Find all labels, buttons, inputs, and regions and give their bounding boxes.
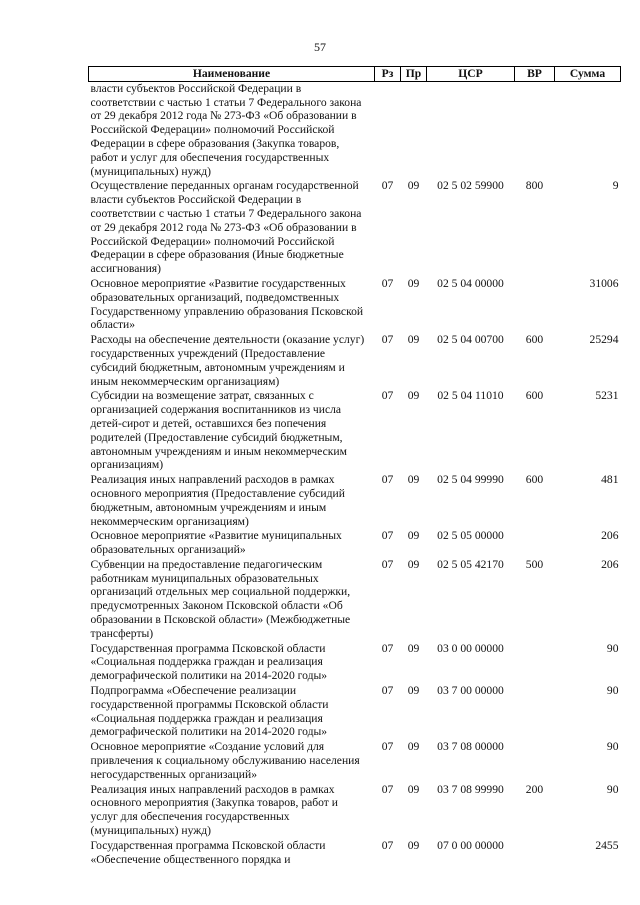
row-rz: 07 [381, 529, 394, 543]
row-pr: 09 [407, 529, 420, 543]
row-sum: 90 [606, 641, 619, 655]
row-csr: 03 0 00 00000 [437, 641, 504, 655]
row-name: Реализация иных направлений расходов в рамках основного мероприятия (Закупка товаров, работ и услуг для обеспечения государственных (муниципальных) нужд) [90, 782, 338, 838]
row-vr: 500 [525, 557, 544, 571]
row-sum: 206 [601, 529, 619, 543]
row-sum: 90 [606, 782, 619, 796]
header-rz: Рз [375, 67, 401, 82]
row-sum: 5231 [595, 389, 619, 403]
table-row [89, 642, 621, 684]
table-header [89, 67, 621, 82]
row-sum: 481 [601, 473, 619, 487]
row-pr: 09 [407, 389, 420, 403]
row-pr: 09 [407, 838, 420, 852]
row-name: Расходы на обеспечение деятельности (оказание услуг) государственных учреждений (Предоставление субсидий бюджетным, автономным учреждениям и иным некоммерческим организациям) [90, 333, 365, 388]
row-name: власти субъектов Российской Федерации в соответствии с частью 1 статьи 7 Федерального закона от 29 декабря 2012 года № 273-ФЗ «Об образовании в Российской Федерации» полномочий Российской Федерации в сфере образования (Закупка товаров, работ и услуг для обеспечения государственных (муниципальных) нужд) [90, 81, 362, 178]
page-number: 57 [314, 40, 326, 54]
row-csr: 02 5 04 00000 [437, 276, 504, 290]
row-name: Основное мероприятие «Создание условий для привлечения к социальному обслуживанию населения негосударственных организаций» [90, 740, 360, 781]
table-row [89, 529, 621, 558]
row-csr: 03 7 08 00000 [437, 740, 504, 754]
table-row [89, 558, 621, 642]
row-rz: 07 [381, 389, 394, 403]
row-sum: 9 [612, 179, 619, 193]
row-rz [375, 81, 401, 179]
row-csr: 02 5 02 59900 [437, 179, 504, 193]
row-name: Основное мероприятие «Развитие государственных образовательных организаций, подведомственных Государственному управлению образования Псковской области» [90, 276, 364, 332]
table-row [89, 389, 621, 473]
row-csr: 02 5 05 00000 [437, 529, 504, 543]
row-vr [515, 839, 555, 868]
row-sum: 2455 [595, 838, 619, 852]
header-sum: Сумма [555, 67, 621, 82]
row-name: Подпрограмма «Обеспечение реализации государственной программы Псковской области «Социальная поддержка граждан и реализация демографической политики на 2014-2020 годы» [90, 684, 329, 739]
table-row [89, 473, 621, 529]
row-vr: 600 [525, 473, 544, 487]
row-rz: 07 [381, 838, 394, 852]
row-csr: 02 5 04 11010 [437, 389, 504, 403]
row-csr: 07 0 00 00000 [437, 838, 504, 852]
row-sum [555, 81, 621, 179]
row-pr: 09 [407, 641, 420, 655]
row-vr: 200 [525, 782, 544, 796]
row-csr: 02 5 05 42170 [437, 557, 504, 571]
row-pr: 09 [407, 782, 420, 796]
row-csr: 02 5 04 99990 [437, 473, 504, 487]
row-sum: 31006 [589, 276, 619, 290]
budget-table [88, 66, 621, 867]
row-sum: 90 [606, 684, 619, 698]
row-name: Основное мероприятие «Развитие муниципальных образовательных организаций» [90, 529, 342, 557]
header-name: Наименование [89, 67, 375, 82]
row-csr [427, 81, 515, 179]
row-name: Осуществление переданных органам государственной власти субъектов Российской Федерации в соответствии с частью 1 статьи 7 Федерального закона от 29 декабря 2012 года № 273-ФЗ «Об образовании в Российской Федерации» полномочий Российской Федерации в сфере образования (Иные бюджетные ассигнования) [90, 179, 362, 276]
row-name: Реализация иных направлений расходов в рамках основного мероприятия (Предоставление субсидий бюджетным, автономным учреждениям и иным некоммерческим организациям) [90, 473, 345, 528]
row-pr: 09 [407, 276, 420, 290]
table-row [89, 740, 621, 782]
row-pr: 09 [407, 473, 420, 487]
row-rz: 07 [381, 740, 394, 754]
row-name: Государственная программа Псковской области «Социальная поддержка граждан и реализация демографической политики на 2014-2020 годы» [90, 641, 328, 683]
row-sum: 90 [606, 740, 619, 754]
table-row [89, 783, 621, 839]
header-csr: ЦСР [427, 67, 515, 82]
row-vr [515, 277, 555, 333]
row-vr: 600 [525, 333, 544, 347]
table-row [89, 179, 621, 277]
row-vr [515, 740, 555, 782]
row-pr: 09 [407, 179, 420, 193]
header-vr: ВР [515, 67, 555, 82]
row-rz: 07 [381, 641, 394, 655]
row-rz: 07 [381, 333, 394, 347]
row-name: Государственная программа Псковской области «Обеспечение общественного порядка и [90, 838, 326, 866]
table-row [89, 684, 621, 740]
row-pr: 09 [407, 333, 420, 347]
row-rz: 07 [381, 276, 394, 290]
row-csr: 02 5 04 00700 [437, 333, 504, 347]
table-row [89, 81, 621, 179]
row-rz: 07 [381, 557, 394, 571]
row-pr: 09 [407, 684, 420, 698]
row-sum: 206 [601, 557, 619, 571]
row-csr: 03 7 08 99990 [437, 782, 504, 796]
row-vr [515, 642, 555, 684]
row-sum: 25294 [589, 333, 619, 347]
row-name: Субсидии на возмещение затрат, связанных с организацией содержания воспитанников из числа детей-сирот и детей, оставшихся без попечения родителей (Предоставление субсидий бюджетным, автономным учреждениям и иным некоммерческим организациям) [90, 389, 347, 472]
row-pr: 09 [407, 557, 420, 571]
row-vr: 800 [525, 179, 544, 193]
row-rz: 07 [381, 684, 394, 698]
row-pr [401, 81, 427, 179]
row-name: Субвенции на предоставление педагогическим работникам муниципальных образовательных организаций отдельных мер социальной поддержки, предусмотренных Законом Псковской области «Об образовании в Псковской области» (Межбюджетные трансферты) [90, 557, 351, 640]
header-pr: Пр [401, 67, 427, 82]
row-rz: 07 [381, 179, 394, 193]
row-vr [515, 684, 555, 740]
row-vr: 600 [525, 389, 544, 403]
row-vr [515, 529, 555, 558]
row-vr [515, 81, 555, 179]
row-csr: 03 7 00 00000 [437, 684, 504, 698]
row-rz: 07 [381, 473, 394, 487]
table-row [89, 839, 621, 868]
table-row [89, 277, 621, 333]
row-rz: 07 [381, 782, 394, 796]
row-pr: 09 [407, 740, 420, 754]
table-row [89, 333, 621, 389]
